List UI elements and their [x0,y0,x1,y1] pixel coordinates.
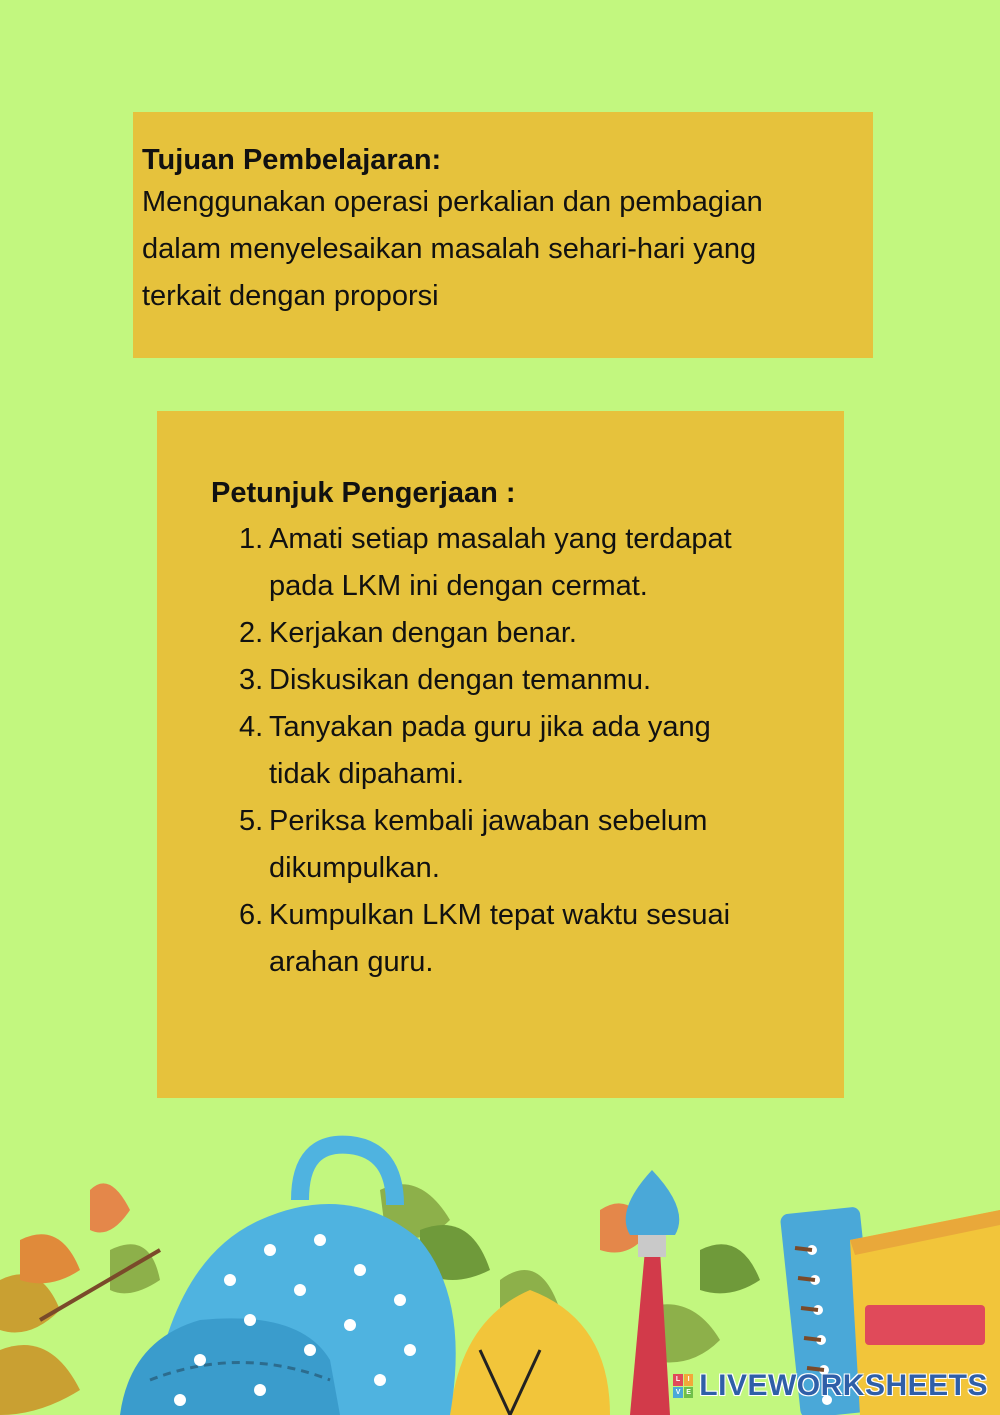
instruction-item [241,610,779,657]
step-text: Amati setiap masalah yang terdapat pada LKM ini dengan cermat. [269,523,732,602]
instruction-item [241,704,779,798]
instructions-list [211,516,844,986]
instruction-item [241,516,779,610]
step-number: 6. [239,899,264,931]
brand-logo-icon [673,1374,693,1398]
logo-letter: I [684,1374,694,1386]
instruction-item [241,657,779,704]
step-text: Diskusikan dengan temanmu. [269,664,652,696]
step-text: Kerjakan dengan benar. [269,617,577,649]
logo-letter: E [684,1387,694,1399]
step-number: 4. [239,711,264,743]
objective-line: Menggunakan operasi perkalian dan pembagian [142,186,763,218]
objective-line: dalam menyelesaikan masalah sehari-hari yang [142,233,757,265]
step-number: 1. [239,523,264,555]
instruction-item [241,798,779,892]
step-text: Periksa kembali jawaban sebelum dikumpulkan. [269,805,708,884]
instructions-box [157,411,844,1098]
logo-letter: L [673,1374,683,1386]
objective-text [142,179,863,320]
leaf-icon [450,1290,610,1415]
step-text: Kumpulkan LKM tepat waktu sesuai arahan guru. [269,899,731,978]
objective-line: terkait dengan proporsi [142,280,439,312]
step-number: 3. [239,664,264,696]
liveworksheets-logo [673,1369,988,1403]
logo-letter: V [673,1387,683,1399]
paintbrush-icon [626,1170,680,1415]
brand-name: LIVEWORKSHEETS [699,1369,988,1402]
step-number: 2. [239,617,264,649]
instruction-item [241,892,779,986]
step-number: 5. [239,805,264,837]
step-text: Tanyakan pada guru jika ada yang tidak dipahami. [269,711,711,790]
learning-objective-box [133,112,873,358]
objective-title: Tujuan Pembelajaran: [142,144,442,176]
instructions-title: Petunjuk Pengerjaan : [211,477,516,509]
